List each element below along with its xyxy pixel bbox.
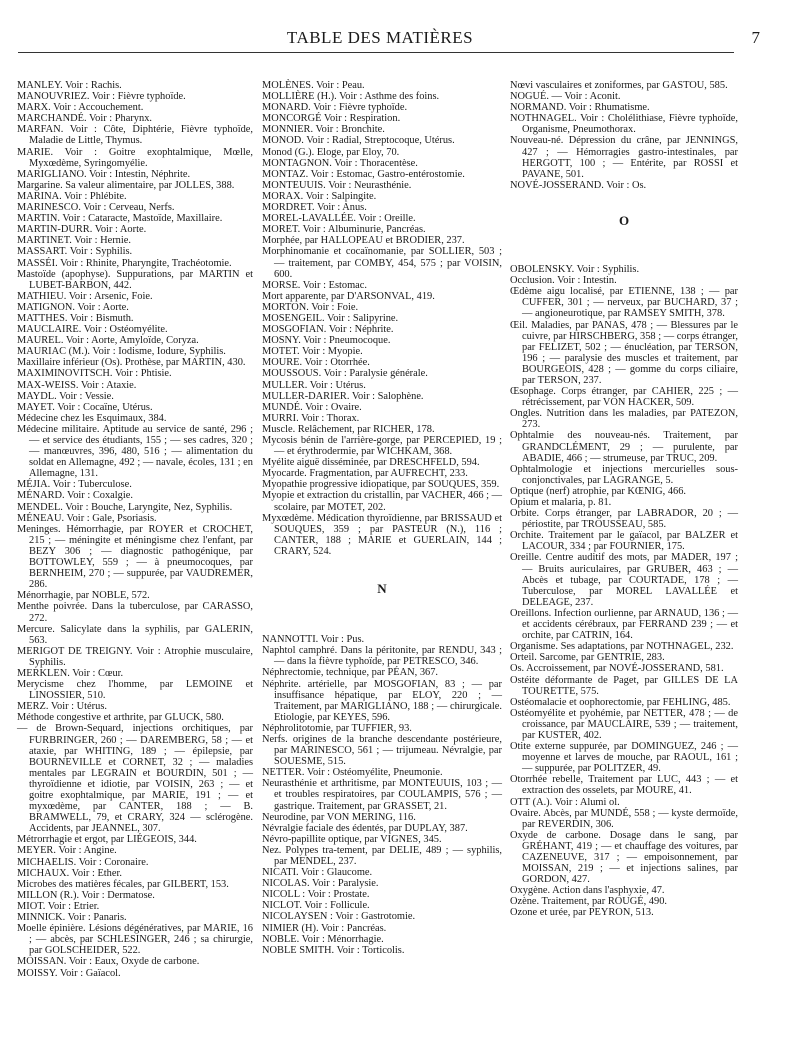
index-entry: Mercure. Salicylate dans la syphilis, par GALERIN, 563. (17, 623, 253, 646)
index-entry: MAUREL. Voir : Aorte, Amyloïde, Coryza. (17, 335, 199, 347)
index-entry: MOISSY. Voir : Gaïacol. (17, 967, 121, 979)
page-title: TABLE DES MATIÈRES (286, 28, 474, 47)
index-entry: Margarine. Sa valeur alimentaire, par JOLLES, 388. (17, 179, 235, 191)
index-entry: MONCORGÉ Voir : Respiration. (262, 113, 401, 125)
index-entry: NICLOT. Voir : Follicule. (262, 900, 370, 912)
index-entry: OBOLENSKY. Voir : Syphilis. (510, 264, 640, 276)
index-entry: Médecine chez les Esquimaux, 384. (17, 412, 167, 424)
index-entry: MARCHANDÉ. Voir : Pharynx. (17, 113, 152, 125)
index-entry: Ménorrhagie, par NOBLE, 572. (17, 590, 150, 602)
index-entry: Ostéomyélite et pyohémie, par NETTER, 478 ; — de croissance, par MAUCLAIRE, 539 ; — traitement, par KUSTER, 402. (510, 707, 738, 741)
index-entry: MATTHES. Voir : Bismuth. (17, 312, 134, 324)
index-entry: Naphtol camphré. Dans la péritonite, par RENDU, 343 ; — dans la fièvre typhoïde, par PETRESCO, 346. (262, 645, 502, 668)
index-entry: MAXIMINOVITSCH. Voir : Phtisie. (17, 368, 172, 380)
index-entry: MENDEL. Voir : Bouche, Laryngite, Nez, Syphilis. (17, 501, 233, 513)
page-number: 7 (751, 28, 760, 47)
index-entry: Orchite. Traitement par le gaïacol, par BALZER et LACOUR, 334 ; par FOURNIER, 175. (510, 530, 738, 553)
index-entry: MARFAN. Voir : Côte, Diphtérie, Fièvre typhoïde, Maladie de Little, Thymus. (17, 124, 253, 147)
index-entry: Névralgie faciale des édentés, par DUPLAY, 387. (262, 822, 468, 834)
index-entry: MAUCLAIRE. Voir : Ostéomyélite. (17, 324, 168, 336)
index-entry: MICHAUX. Voir : Ether. (17, 867, 122, 879)
index-entry: MAYDL. Voir : Vessie. (17, 390, 114, 402)
index-entry: Oreillons. Infection ourlienne, par ARNAUD, 136 ; — et accidents cérébraux, par FERRAND 239 ; — et orchite, par CATRIN, 164. (510, 607, 738, 642)
index-entry: Méthode congestive et arthrite, par GLUCK, 580. (17, 712, 224, 724)
index-entry: NOVÉ-JOSSERAND. Voir : Os. (510, 179, 647, 191)
index-entry: MOSENGEIL. Voir : Salipyrine. (262, 312, 399, 324)
index-entry: MAURIAC (M.). Voir : Iodisme, Iodure, Syphilis. (17, 346, 226, 358)
index-entry: Morphée, par HALLOPEAU et BRODIER, 237. (262, 235, 465, 247)
index-entry: NICOLAS. Voir : Paralysie. (262, 878, 379, 890)
index-entry: MÉNARD. Voir : Coxalgie. (17, 490, 133, 502)
index-entry: MOLÈNES. Voir : Peau. (262, 80, 365, 91)
index-entry: MONTAZ. Voir : Estomac, Gastro-entérostomie. (262, 168, 465, 180)
index-entry: MARTINET. Voir : Hernie. (17, 235, 131, 247)
index-entry: Oxyde de carbone. Dosage dans le sang, par GRÉHANT, 419 ; — et chauffage des voitures, par CAZENEUVE, 317 ; — empoisonnement, par MOISSAN, 219 ; — et injections salines, par GORDON, 427. (510, 829, 738, 886)
index-entry: MOUSSOUS. Voir : Paralysie générale. (262, 368, 428, 380)
index-entry: Ozone et urée, par PEYRON, 513. (510, 907, 654, 919)
index-column-2 (262, 80, 502, 956)
index-entry: OTT (A.). Voir : Alumi ol. (510, 796, 620, 808)
index-entry: MICHAELIS. Voir : Coronaire. (17, 856, 149, 868)
index-entry: MARTIN-DURR. Voir : Aorte. (17, 224, 147, 236)
index-entry: NORMAND. Voir : Rhumatisme. (510, 102, 650, 114)
index-entry: MIOT. Voir : Etrier. (17, 900, 100, 912)
index-entry: MONTEUUIS. Voir : Neurasthénie. (262, 179, 412, 191)
index-entry: MONNIER. Voir : Bronchite. (262, 124, 385, 136)
index-entry: MEYER. Voir : Angine. (17, 845, 117, 857)
index-entry: Organisme. Ses adaptations, par NOTHNAGEL, 232. (510, 641, 734, 653)
index-entry: MOLLIÈRE (H.). Voir : Asthme des foins. (262, 91, 440, 103)
index-entry: Ostéomalacie et oophorectomie, par FEHLING, 485. (510, 696, 731, 708)
index-entry: MUNDÉ. Voir : Ovaire. (262, 401, 362, 413)
index-entry: Néphrolitotomie, par TUFFIER, 93. (262, 722, 412, 734)
index-entry: Occlusion. Voir : Intestin. (510, 275, 617, 287)
index-entry: Myxœdème. Médication thyroïdienne, par BRISSAUD et SOUQUES, 359 ; par PASTEUR (N.), 116 ; CANTER, 188 ; MARIE et GUERLAIN, 144 ; CRARY, 524. (262, 512, 502, 557)
index-entry: Ongles. Nutrition dans les maladies, par PATEZON, 273. (510, 408, 738, 431)
index-entry: Otorrhée rebelle, Traitement par LUC, 443 ; — et extraction des osselets, par MOURE, 41. (510, 774, 738, 797)
index-entry: MÉNEAU. Voir : Gale, Psoriasis. (17, 512, 157, 524)
index-entry: MONOD. Voir : Radial, Streptocoque, Utérus. (262, 135, 455, 147)
index-entry: Ovaire. Abcès, par MUNDÉ, 558 ; — kyste dermoïde, par REVERDIN, 306. (510, 807, 738, 830)
index-entry: NOTHNAGEL. Voir : Cholélithiase, Fièvre typhoïde, Organisme, Pneumothorax. (510, 113, 738, 136)
index-entry: Muscle. Relâchement, par RICHER, 178. (262, 423, 435, 435)
index-entry: Myocarde. Fragmentation, par AUFRECHT, 233. (262, 468, 468, 480)
index-entry: MORET. Voir : Albuminurie, Pancréas. (262, 224, 426, 236)
index-entry: MONARD. Voir : Fièvre typhoïde. (262, 102, 408, 114)
index-entry: MARIE. Voir : Goitre exophtalmique, Mœlle, Myxœdème, Syringomyélie. (17, 146, 253, 169)
index-entry: MOTET. Voir : Myopie. (262, 346, 363, 358)
index-entry: MAYET. Voir : Cocaïne, Utérus. (17, 401, 153, 413)
index-entry: NETTER. Voir : Ostéomyélite, Pneumonie. (262, 767, 443, 779)
index-entry: Métrorrhagie et ergot, par LIÉGEOIS, 344. (17, 834, 197, 846)
index-entry: Mycosis bénin de l'arrière-gorge, par PERCEPIED, 19 ; — et érythrodermie, par WICHKAM, 368. (262, 435, 502, 458)
index-entry: MURRI. Voir : Thorax. (262, 412, 360, 424)
index-entry: Médecine militaire. Aptitude au service de santé, 296 ; — et service des étudiants, 155 ; — ses cadres, 320 ; — manœuvres, 396, 480, 516 ; — alimentation du soldat en Allemagne, 492 ; — navale, écoles, 131 ; en Allemagne, 131. (17, 423, 253, 480)
index-entry: MATHIEU. Voir : Arsenic, Foie. (17, 290, 153, 302)
index-entry: MONTAGNON. Voir : Thoracentèse. (262, 157, 418, 169)
index-entry: MOSGOFIAN. Voir : Néphrite. (262, 324, 394, 336)
index-entry: MANOUVRIEZ. Voir : Fièvre typhoïde. (17, 91, 186, 103)
index-entry: MARINA. Voir : Phlébite. (17, 190, 127, 202)
section-letter: N (377, 581, 387, 597)
index-entry: MÉJIA. Voir : Tuberculose. (17, 479, 132, 491)
index-entry: Monod (G.). Eloge, par Eloy, 70. (262, 146, 400, 158)
index-entry: Merycisme chez l'homme, par LEMOINE et LINOSSIER, 510. (17, 679, 253, 702)
index-entry: Myélite aiguë disséminée, par DRESCHFELD, 594. (262, 457, 480, 469)
index-entry: MULLER-DARIER. Voir : Salophène. (262, 390, 424, 402)
index-entry: Œil. Maladies, par PANAS, 478 ; — Blessures par le cuivre, par HIRSCHBERG, 358 ; — corps étranger, par FELIZET, 502 ; — énucléation, par TERSON, 196 ; — paralysie des muscles et traitement, par BOURGEOIS, 428 ; — gomme du corps ciliaire, par TERSON, 237. (510, 319, 739, 386)
index-entry: NANNOTTI. Voir : Pus. (262, 634, 365, 646)
index-entry: Ophtalmie des nouveau-nés. Traitement, par GRANDCLÉMENT, 29 ; — purulente, par ABADIE, 466 ; — strumeuse, par TRUC, 209. (510, 430, 738, 464)
index-entry: Œdème aigu localisé, par ETIENNE, 138 ; — par CUFFER, 301 ; — nerveux, par BUCHARD, 37 ; — angioneurotique, par RAMSEY SMITH, 378. (510, 286, 738, 320)
index-entry: Nez. Polypes tra-tement, par DELIE, 489 ; — syphilis, par MENDEL, 237. (262, 844, 502, 867)
index-entry: Oxygène. Action dans l'asphyxie, 47. (510, 885, 665, 897)
index-entry: NOGUÉ. — Voir : Aconit. (510, 91, 621, 103)
index-entry: MAX-WEISS. Voir : Ataxie. (17, 379, 137, 391)
index-entry: MULLER. Voir : Utérus. (262, 379, 366, 391)
index-entry: NICATI. Voir : Glaucome. (262, 867, 373, 879)
index-entry: Ozène. Traitement, par ROUGÉ, 490. (510, 896, 667, 908)
index-entry: Optique (nerf) atrophie, par KŒNIG, 466. (510, 485, 687, 497)
header-rule (18, 52, 734, 53)
index-entry: Os. Accroissement, par NOVÉ-JOSSERAND, 581. (510, 663, 724, 675)
index-entry: NICOLL : Voir : Prostate. (262, 889, 370, 901)
index-column-3 (510, 80, 738, 919)
index-entry: Neurasthénie et arthritisme, par MONTEUUIS, 103 ; — et troubles respiratoires, par COULAMPIS, 576 ; — gastrique. Traitement, par GRASSET, 21. (262, 778, 502, 812)
index-entry: Nœvi vasculaires et zoniformes, par GASTOU, 585. (510, 80, 728, 91)
index-entry: NICOLAYSEN : Voir : Gastrotomie. (262, 911, 416, 923)
index-entry: MARTIN. Voir : Cataracte, Mastoïde, Maxillaire. (17, 213, 223, 225)
index-entry: MERZ. Voir : Utérus. (17, 701, 107, 713)
index-entry: MERKLEN. Voir : Cœur. (17, 667, 124, 679)
index-entry: Opium et malaria, p. 81. (510, 497, 612, 508)
index-entry: MOSNY. Voir : Pneumocoque. (262, 335, 391, 347)
index-entry: MERIGOT DE TREIGNY. Voir : Atrophie musculaire, Syphilis. (17, 645, 253, 668)
index-entry: MINNICK. Voir : Panaris. (17, 912, 127, 924)
index-entry: MARX. Voir : Accouchement. (17, 102, 144, 114)
section-letter: O (618, 212, 630, 228)
index-entry: Orteil. Sarcome, par GENTRIE, 283. (510, 652, 665, 664)
index-entry: Mastoïde (apophyse). Suppurations, par MARTIN et LUBET-BARBON, 442. (17, 268, 253, 291)
index-entry: NOBLE SMITH. Voir : Torticolis. (262, 944, 405, 956)
index-entry: Mort apparente, par D'ARSONVAL, 419. (262, 290, 435, 302)
index-entry: Morphinomanie et cocaïnomanie, par SOLLIER, 503 ; — traitement, par COMBY, 454, 575 ; par VOISIN, 600. (262, 246, 502, 280)
index-entry: Menthe poivrée. Dans la tuberculose, par CARASSO, 272. (17, 601, 253, 624)
index-entry: Microbes des matières fécales, par GILBERT, 153. (17, 878, 229, 890)
index-entry: MATIGNON. Voir : Aorte. (17, 301, 129, 313)
index-entry: MARINESCO. Voir : Cerveau, Nerfs. (17, 202, 175, 214)
index-entry: Nerfs. origines de la branche descendante postérieure, par MARINESCO, 561 ; — trijumeau. Névralgie, par SOUESME, 515. (262, 733, 502, 768)
index-entry: Meninges. Hémorrhagie, par ROYER et CROCHET, 215 ; — méningite et méningisme chez l'enfant, par BEZY 306 ; — diagnostic pathogénique, par BOTTOWLEY, 559 ; — à pneumocoques, par BERNHEIM, 270 ; — suppurée, par VAUDREMER, 286. (17, 523, 253, 591)
index-entry: Maxillaire inférieur (Os). Prothèse, par MARTIN, 430. (17, 357, 246, 369)
index-entry: Ophtalmologie et injections mercurielles sous-conjonctivales, par LAGRANGE, 5. (510, 463, 738, 486)
index-entry: Œsophage. Corps étranger, par CAHIER, 225 ; — rétrécissement, par VON HACKER, 509. (510, 386, 738, 409)
index-entry: Ostéite déformante de Paget, par GILLES DE LA TOURETTE, 575. (510, 674, 738, 697)
index-entry: Orbite. Corps étranger, par LABRADOR, 20 ; — périostite, par TROUSSEAU, 585. (510, 508, 738, 531)
index-entry: MANLEY. Voir : Rachis. (17, 80, 122, 91)
index-entry: NIMIER (H). Voir : Pancréas. (262, 922, 387, 934)
index-entry: Myopie et extraction du cristallin, par VACHER, 466 ; — scolaire, par MOTET, 202. (262, 490, 503, 513)
index-entry: Oreille. Centre auditif des mots, par MADER, 197 ; — Bruits auriculaires, par GRUBER, 463 ; — Abcès et tubage, par COURTADE, 178 ; — Tuberculose, par MOREL LAVALLÉE et DELEAGE, 237. (510, 552, 738, 608)
index-entry: Néphrectomie, technique, par PÉAN, 367. (262, 667, 439, 679)
page-header (20, 28, 760, 52)
index-entry: Moelle épinière. Lésions dégénératives, par MARIE, 16 ; — abcès, par SCHLESINGER, 246 ; sa chirurgie, par GOLSCHEIDER, 522. (17, 923, 253, 957)
index-entry: Nouveau-né. Dépression du crâne, par JENNINGS, 427 ; — Hémorragies gastro-intestinales, par HERGOTT, 100 ; — Entérite, par ROSSI et PAVANE, 501. (510, 135, 738, 180)
index-entry: MORSE. Voir : Estomac. (262, 279, 367, 291)
index-entry: Néphrite. artérielle, par MOSGOFIAN, 83 ; — par insuffisance hépatique, par ELOY, 220 ; — Traitement, par MARIGLIANO, 188 ; — chirurgicale. Etiologie, par KEYES, 596. (262, 678, 502, 723)
index-entry: MASSÉI. Voir : Rhinite, Pharyngite, Trachéotomie. (17, 257, 232, 269)
index-entry: Névro-papillite optique, par VIGNES, 345. (262, 833, 442, 845)
index-entry: NOBLE. Voir : Ménorrhagie. (262, 933, 384, 945)
index-entry: MOURE. Voir : Otorrhée. (262, 357, 370, 369)
index-entry: MORTON. Voir : Foie. (262, 301, 359, 313)
index-entry: Neurodine, par VON MERING, 116. (262, 811, 416, 823)
index-entry: MORDRET. Voir : Anus. (262, 202, 367, 214)
index-entry: MOREL-LAVALLÉE. Voir : Oreille. (262, 213, 416, 225)
index-entry: MORAX. Voir : Salpingite. (262, 190, 377, 202)
index-entry: Otite externe suppurée, par DOMINGUEZ, 246 ; — moyenne et larves de mouche, par RAOUL, 161 ; — suppurée, par POLITZER, 49. (510, 741, 738, 775)
index-entry: MILLON (R.). Voir : Dermatose. (17, 889, 155, 901)
index-entry: MOISSAN. Voir : Eaux, Oxyde de carbone. (17, 956, 200, 968)
index-entry: MARIGLIANO. Voir : Intestin, Néphrite. (17, 168, 191, 180)
index-entry: Myopathie progressive idiopatique, par SOUQUES, 359. (262, 479, 500, 491)
index-entry: — de Brown-Sequard, injections orchitiques, par FURBRINGER, 260 ; — DAREMBERG, 58 ; — et ataxie, par WHITING, 189 ; — épilepsie, par BOURNEVILLE et CORNET, 32 ; — maladies mentales par LEGRAIN et BOURDIN, 501 ; — thyroïdienne et idiotie, par VOISIN, 263 ; — et goitre exophtalmique, par MARIE, 191 ; — et myxœdème, par CANTER, 188 ; — B. BRAMWELL, 79, et CRARY, 324 — sclérogène. Accidents, par JEANNEL, 307. (17, 723, 253, 835)
index-entry: MASSART. Voir : Syphilis. (17, 246, 133, 258)
index-column-1 (17, 80, 253, 979)
